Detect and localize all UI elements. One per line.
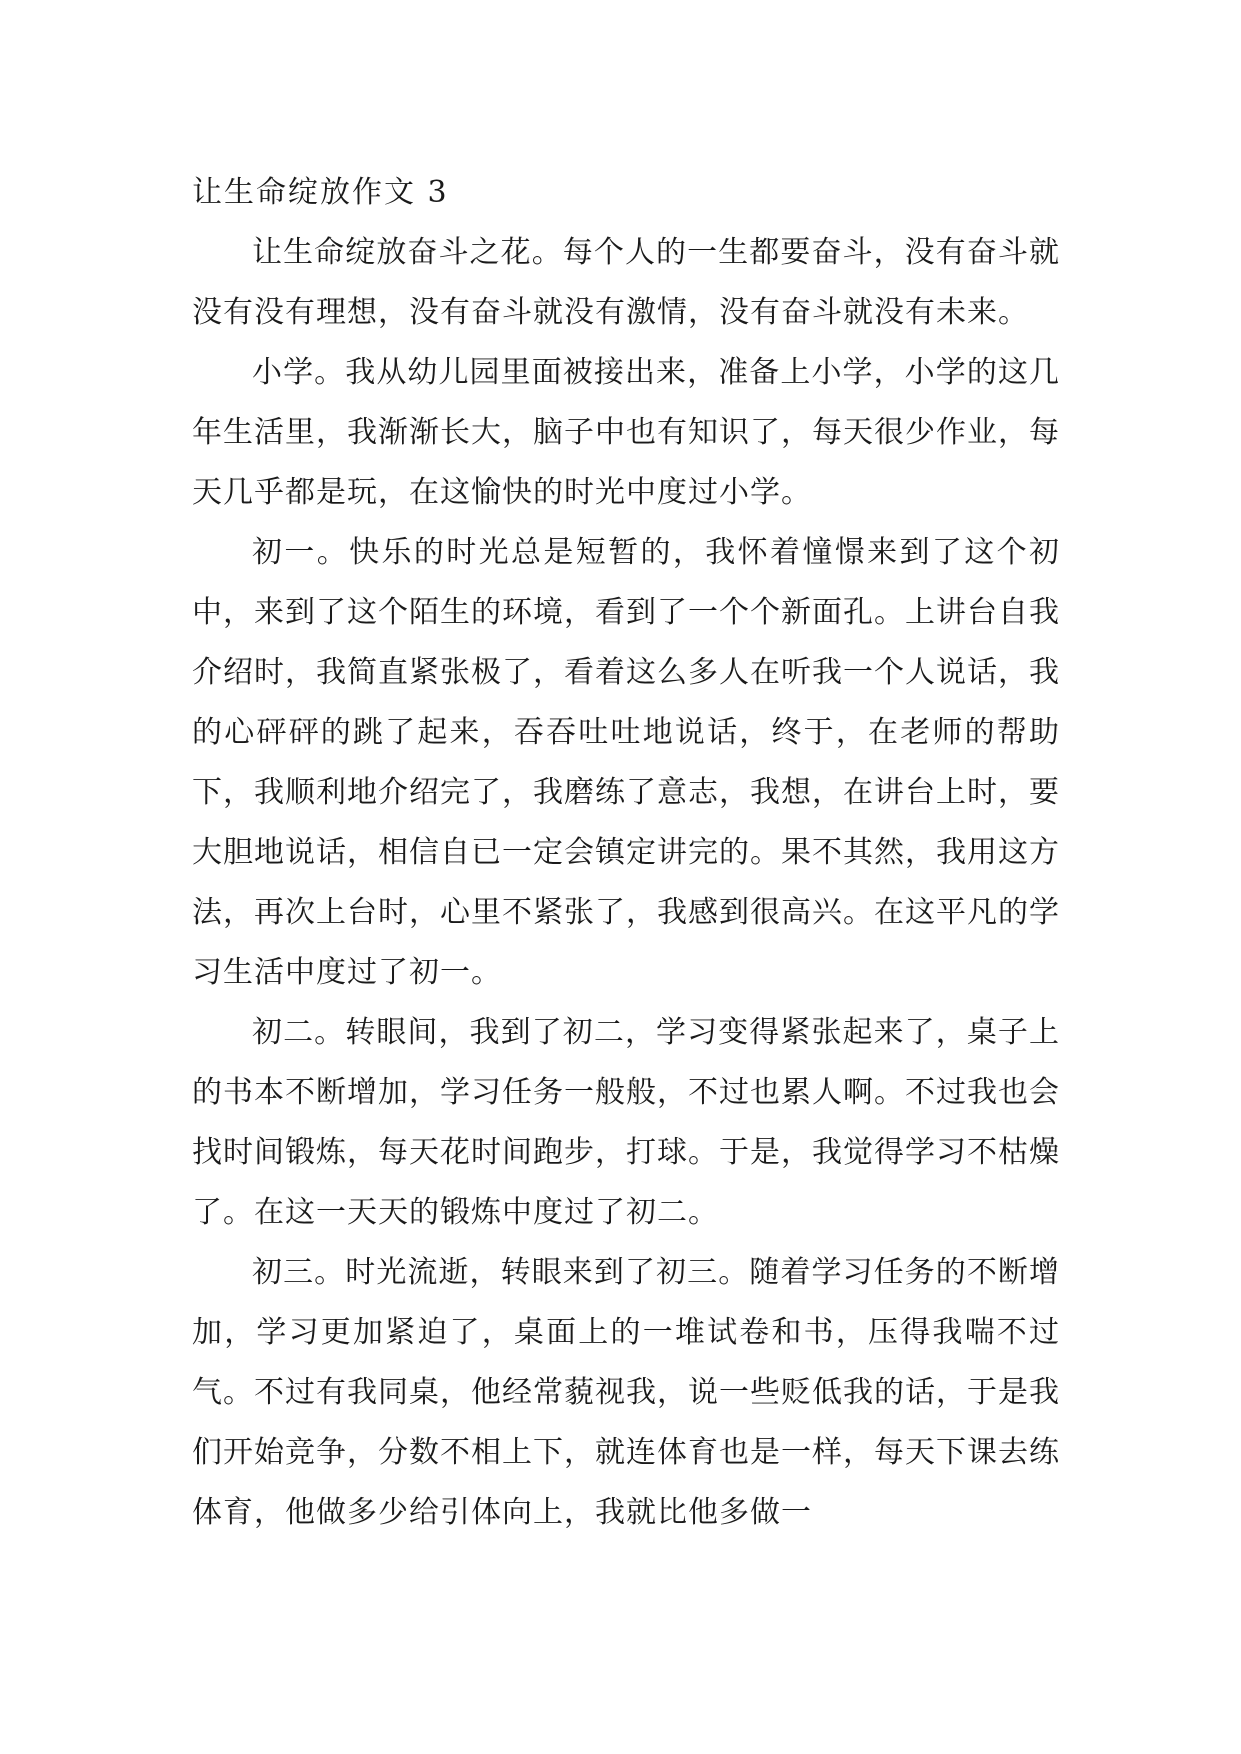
document-title: 让生命绽放作文 3 — [192, 175, 449, 210]
paragraph-grade-8: 初二。转眼间，我到了初二，学习变得紧张起来了，桌子上的书本不断增加，学习任务一般般，不过也累人啊。不过我也会找时间锻炼，每天花时间跑步，打球。于是，我觉得学习不枯燥了。在这一天天的锻炼中度过了初二。 — [192, 1015, 1060, 1230]
paragraph-intro: 让生命绽放奋斗之花。每个人的一生都要奋斗，没有奋斗就没有没有理想，没有奋斗就没有激情，没有奋斗就没有未来。 — [192, 235, 1060, 330]
document-body — [192, 163, 1060, 1543]
paragraph-grade-7: 初一。快乐的时光总是短暂的，我怀着憧憬来到了这个初中，来到了这个陌生的环境，看到了一个个新面孔。上讲台自我介绍时，我简直紧张极了，看着这么多人在听我一个人说话，我的心砰砰的跳了起来，吞吞吐吐地说话，终于，在老师的帮助下，我顺利地介绍完了，我磨练了意志，我想，在讲台上时，要大胆地说话，相信自已一定会镇定讲完的。果不其然，我用这方法，再次上台时，心里不紧张了，我感到很高兴。在这平凡的学习生活中度过了初一。 — [192, 535, 1060, 990]
paragraph-primary-school: 小学。我从幼儿园里面被接出来，准备上小学，小学的这几年生活里，我渐渐长大，脑子中也有知识了，每天很少作业，每天几乎都是玩，在这愉快的时光中度过小学。 — [192, 355, 1060, 510]
paragraph-grade-9: 初三。时光流逝，转眼来到了初三。随着学习任务的不断增加，学习更加紧迫了，桌面上的一堆试卷和书，压得我喘不过气。不过有我同桌，他经常藐视我，说一些贬低我的话，于是我们开始竞争，分数不相上下，就连体育也是一样，每天下课去练体育，他做多少给引体向上，我就比他多做一 — [192, 1255, 1060, 1530]
